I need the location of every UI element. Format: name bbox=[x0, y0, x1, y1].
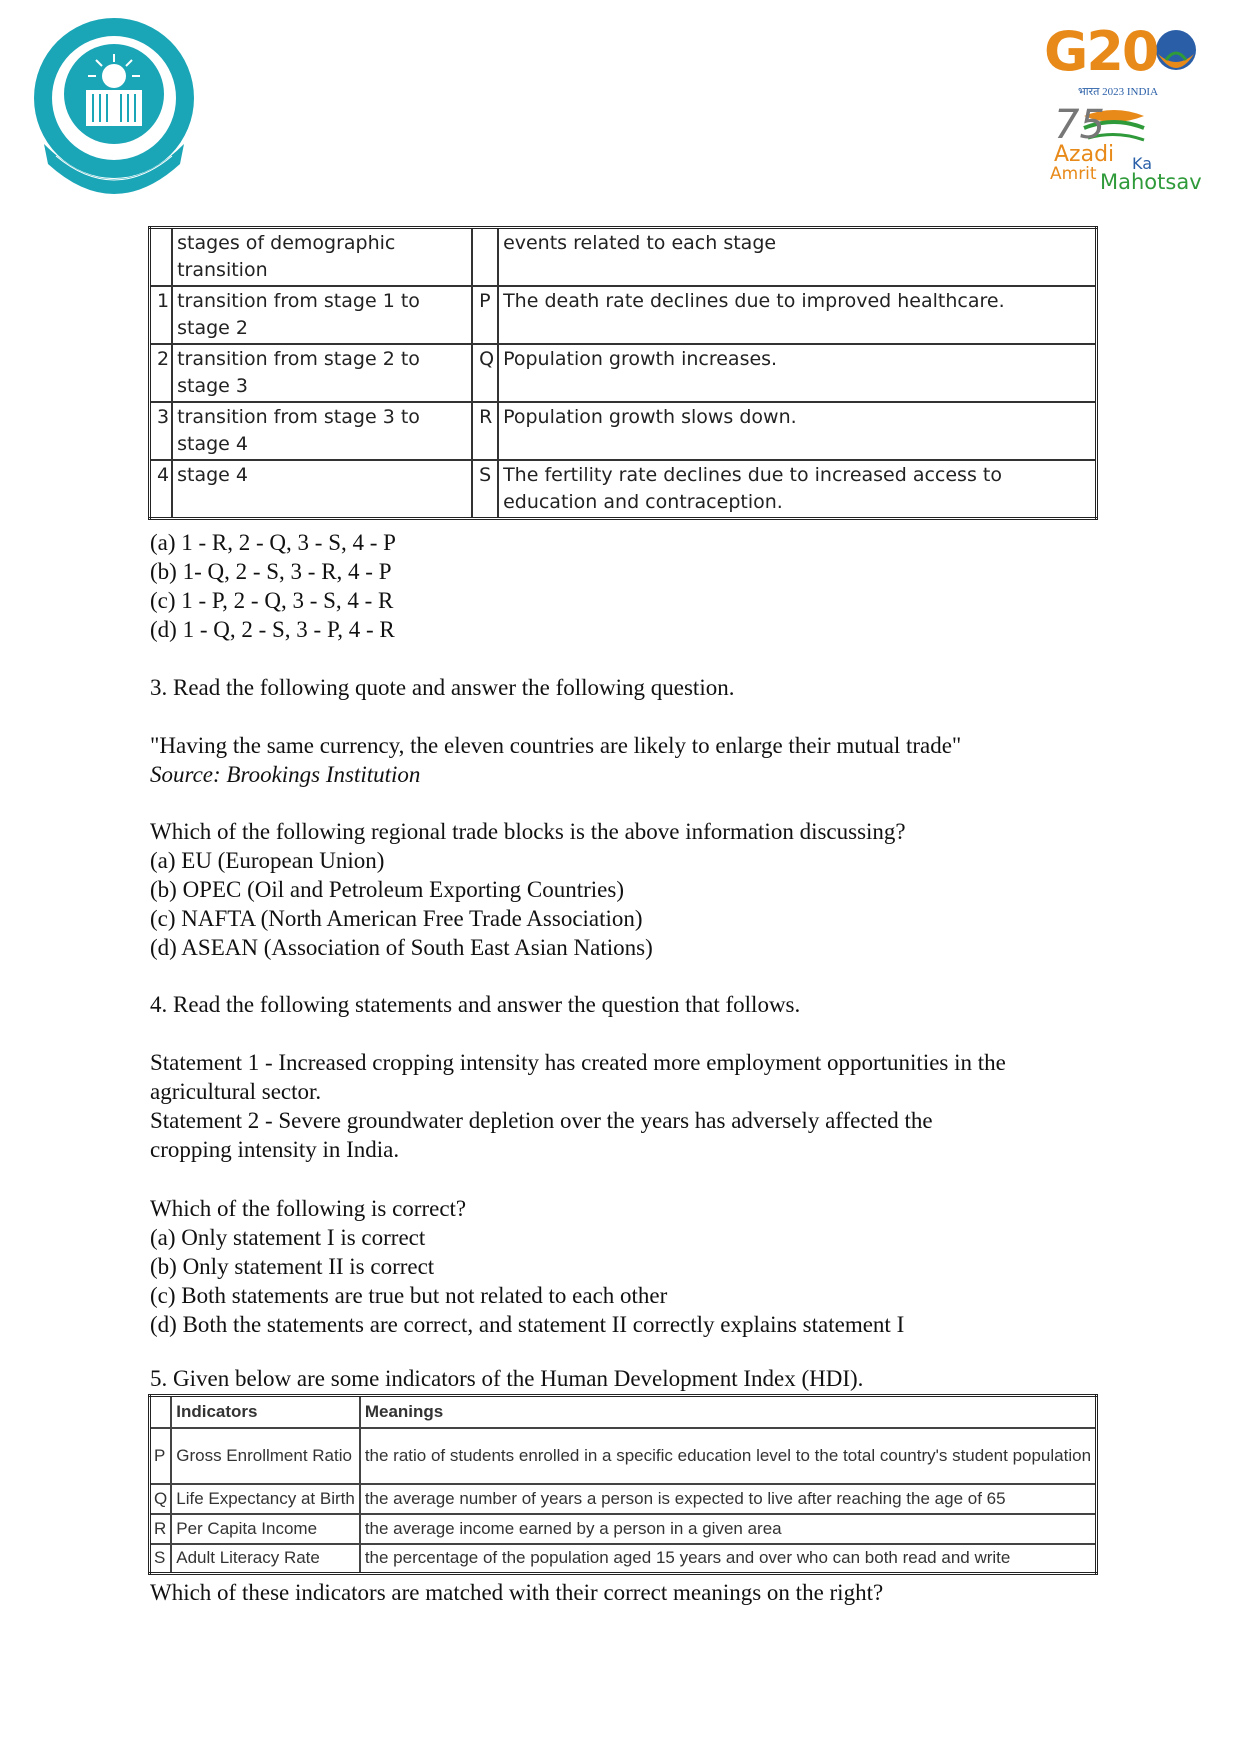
table-row bbox=[150, 1514, 1097, 1544]
meaning-cell: the ratio of students enrolled in a specific education level to the total country's student population bbox=[360, 1428, 1097, 1484]
statement-1-line-2: agricultural sector. bbox=[150, 1079, 322, 1104]
row-number: 3 bbox=[150, 402, 173, 460]
statement-2-line-1: Statement 2 - Severe groundwater depletion over the years has adversely affected the bbox=[150, 1108, 933, 1133]
row-number: 4 bbox=[150, 460, 173, 519]
question-text: Which of the following regional trade blocks is the above information discussing? bbox=[150, 819, 906, 844]
azadi-75: 75 bbox=[1054, 102, 1105, 148]
row-number: 2 bbox=[150, 344, 173, 402]
row-letter: Q bbox=[150, 1484, 172, 1514]
table-header-row bbox=[150, 228, 1097, 287]
row-letter: S bbox=[472, 460, 498, 519]
row-number: 1 bbox=[150, 286, 173, 344]
option-a: (a) 1 - R, 2 - Q, 3 - S, 4 - P bbox=[150, 530, 396, 555]
q5-question: Which of these indicators are matched with their correct meanings on the right? bbox=[150, 1580, 884, 1605]
statement-2-line-2: cropping intensity in India. bbox=[150, 1137, 400, 1162]
mahotsav-word: Mahotsav bbox=[1100, 170, 1202, 194]
g20-subtitle: भारत 2023 INDIA bbox=[1078, 86, 1159, 98]
stage-cell: stage 4 bbox=[172, 460, 472, 519]
indicator-cell: Gross Enrollment Ratio bbox=[171, 1428, 360, 1484]
question-text: Which of the following is correct? bbox=[150, 1196, 467, 1221]
indicator-cell: Per Capita Income bbox=[171, 1514, 360, 1544]
azadi-word: Azadi bbox=[1054, 142, 1115, 167]
cbse-logo bbox=[30, 14, 198, 204]
indicator-cell: Adult Literacy Rate bbox=[171, 1544, 360, 1574]
event-cell: Population growth increases. bbox=[498, 344, 1096, 402]
option-d: (d) ASEAN (Association of South East Asian Nations) bbox=[150, 935, 653, 960]
option-c: (c) 1 - P, 2 - Q, 3 - S, 4 - R bbox=[150, 588, 394, 613]
header-events: events related to each stage bbox=[498, 228, 1096, 287]
header-indicators: Indicators bbox=[171, 1396, 360, 1428]
option-d: (d) 1 - Q, 2 - S, 3 - P, 4 - R bbox=[150, 617, 395, 642]
stage-cell: transition from stage 1 to stage 2 bbox=[172, 286, 472, 344]
q4-question bbox=[150, 1194, 904, 1339]
table-row bbox=[150, 1484, 1097, 1514]
q5-prompt: 5. Given below are some indicators of the Human Development Index (HDI). bbox=[150, 1366, 864, 1391]
option-d: (d) Both the statements are correct, and statement II correctly explains statement I bbox=[150, 1312, 905, 1337]
row-letter: P bbox=[150, 1428, 172, 1484]
header-stages: stages of demographic transition bbox=[172, 228, 472, 287]
table-header-row bbox=[150, 1396, 1097, 1428]
row-letter: R bbox=[150, 1514, 172, 1544]
indicator-cell: Life Expectancy at Birth bbox=[171, 1484, 360, 1514]
table-row bbox=[150, 344, 1097, 402]
event-cell: The death rate declines due to improved healthcare. bbox=[498, 286, 1096, 344]
event-cell: The fertility rate declines due to increased access to education and contraception. bbox=[498, 460, 1096, 519]
table-row bbox=[150, 1544, 1097, 1574]
meaning-cell: the average number of years a person is expected to live after reaching the age of 65 bbox=[360, 1484, 1097, 1514]
row-letter: Q bbox=[472, 344, 498, 402]
q3-question bbox=[150, 817, 906, 962]
q3-quote: "Having the same currency, the eleven countries are likely to enlarge their mutual trade" bbox=[150, 733, 962, 758]
q4-prompt: 4. Read the following statements and answer the question that follows. bbox=[150, 992, 801, 1017]
table-row bbox=[150, 1428, 1097, 1484]
table-row bbox=[150, 460, 1097, 519]
stage-cell: transition from stage 3 to stage 4 bbox=[172, 402, 472, 460]
q2-options bbox=[150, 528, 396, 644]
row-letter: S bbox=[150, 1544, 172, 1574]
q3-source: Source: Brookings Institution bbox=[150, 762, 421, 787]
statement-1-line-1: Statement 1 - Increased cropping intensity has created more employment opportunities in the bbox=[150, 1050, 1006, 1075]
q4-statements bbox=[150, 1048, 1006, 1164]
option-b: (b) Only statement II is correct bbox=[150, 1254, 435, 1279]
option-a: (a) Only statement I is correct bbox=[150, 1225, 426, 1250]
option-b: (b) 1- Q, 2 - S, 3 - R, 4 - P bbox=[150, 559, 392, 584]
amrit-word: Amrit bbox=[1050, 164, 1097, 184]
table-row bbox=[150, 402, 1097, 460]
hdi-indicators-table bbox=[148, 1394, 1098, 1575]
meaning-cell: the percentage of the population aged 15 years and over who can both read and write bbox=[360, 1544, 1097, 1574]
ka-word: Ka bbox=[1132, 154, 1153, 173]
row-letter: R bbox=[472, 402, 498, 460]
table-row bbox=[150, 286, 1097, 344]
option-a: (a) EU (European Union) bbox=[150, 848, 385, 873]
q3-prompt: 3. Read the following quote and answer the following question. bbox=[150, 675, 735, 700]
g20-logo bbox=[1044, 16, 1224, 198]
option-b: (b) OPEC (Oil and Petroleum Exporting Countries) bbox=[150, 877, 624, 902]
option-c: (c) Both statements are true but not related to each other bbox=[150, 1283, 668, 1308]
g20-title: G20 bbox=[1044, 20, 1158, 83]
stage-cell: transition from stage 2 to stage 3 bbox=[172, 344, 472, 402]
header-meanings: Meanings bbox=[360, 1396, 1097, 1428]
meaning-cell: the average income earned by a person in a given area bbox=[360, 1514, 1097, 1544]
demographic-transition-table bbox=[148, 226, 1098, 520]
option-c: (c) NAFTA (North American Free Trade Association) bbox=[150, 906, 643, 931]
row-letter: P bbox=[472, 286, 498, 344]
event-cell: Population growth slows down. bbox=[498, 402, 1096, 460]
